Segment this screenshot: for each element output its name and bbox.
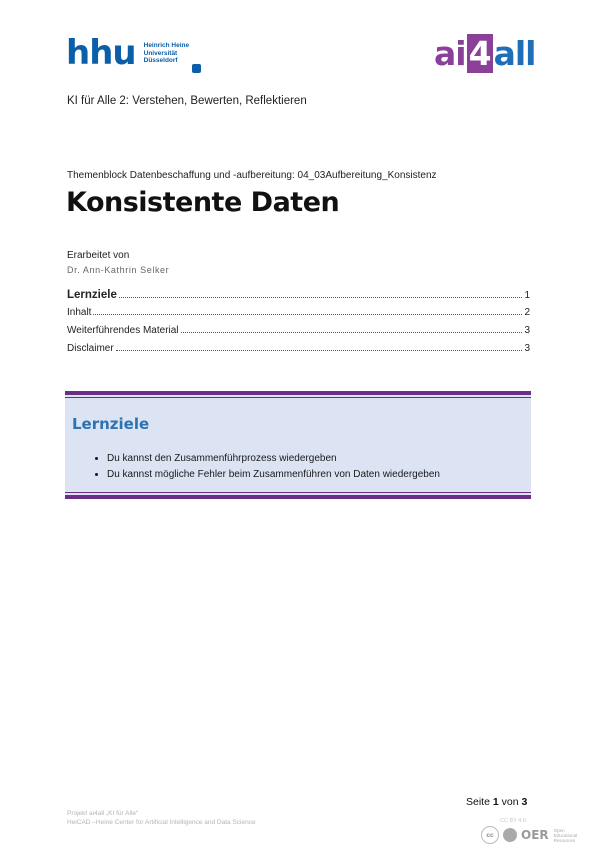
lernziele-box (65, 391, 531, 499)
toc-item-page: 3 (524, 325, 530, 336)
ai4all-logo-ai: ai (434, 34, 466, 73)
byline-label: Erarbeitet von (67, 250, 130, 261)
lernziele-list (91, 451, 440, 483)
lernziele-heading: Lernziele (72, 415, 150, 433)
ai4all-logo (434, 36, 535, 72)
page-number-current: 1 (492, 796, 499, 808)
page-number-prefix: Seite (466, 796, 490, 808)
toc-item-page: 2 (524, 307, 530, 318)
footer-center: HeiCAD –Heine Center for Artificial Intelligence and Data Science (67, 819, 256, 826)
page-number (466, 796, 527, 808)
oer-logo-text (554, 828, 578, 843)
toc-item-page: 1 (524, 290, 530, 301)
toc-leader (116, 349, 523, 351)
cc-license-icon: cc (481, 826, 499, 844)
list-item: • Du kannst mögliche Fehler beim Zusammenführen von Daten wiedergeben (107, 467, 440, 483)
toc-leader (93, 313, 522, 315)
page-title: Konsistente Daten (66, 187, 340, 218)
hhu-logo-word: hhu (66, 33, 136, 73)
toc-item-label: Inhalt (67, 307, 92, 318)
hhu-logo-line: Universität (143, 49, 178, 57)
toc-leader (119, 296, 523, 298)
hhu-logo (66, 33, 190, 73)
page-number-total: 3 (521, 796, 528, 808)
license-label: CC BY 4.0 (500, 818, 526, 824)
hhu-logo-line: Heinrich Heine (143, 42, 190, 49)
toc-item-weiterfuehrendes-material[interactable] (67, 325, 530, 343)
ai4all-logo-four: 4 (468, 34, 491, 73)
page-number-mid: von (501, 796, 519, 808)
oer-logo-line: Educational (553, 832, 578, 838)
toc-item-page: 3 (524, 343, 530, 354)
hhu-logo-line: Düsseldorf (143, 57, 178, 64)
footer-project: Projekt ai4all „KI für Alle“ (67, 810, 139, 817)
toc-item-disclaimer[interactable] (67, 343, 530, 361)
oer-logo-line: Open (553, 827, 565, 833)
course-title: KI für Alle 2: Verstehen, Bewerten, Reflektieren (67, 95, 307, 107)
theme-block: Themenblock Datenbeschaffung und -aufbereitung: 04_03Aufbereitung_Konsistenz (67, 170, 437, 181)
oer-logo-line: Resources (553, 837, 576, 843)
table-of-contents (67, 289, 530, 361)
ai4all-logo-all: all (493, 34, 536, 73)
list-item: • Du kannst den Zusammenführprozess wiedergeben (107, 451, 440, 467)
by-attribution-icon (503, 828, 517, 842)
hhu-logo-mark (192, 64, 201, 73)
toc-item-inhalt[interactable] (67, 307, 530, 325)
toc-item-label: Weiterführendes Material (67, 325, 179, 336)
toc-item-lernziele[interactable] (67, 289, 530, 307)
oer-logo-icon: OER (521, 828, 549, 842)
license-badges (481, 826, 577, 844)
byline-author: Dr. Ann-Kathrin Selker (67, 265, 170, 275)
toc-leader (181, 331, 523, 333)
toc-item-label: Lernziele (67, 289, 117, 301)
toc-item-label: Disclaimer (67, 343, 114, 354)
hhu-logo-subtitle (144, 42, 190, 65)
